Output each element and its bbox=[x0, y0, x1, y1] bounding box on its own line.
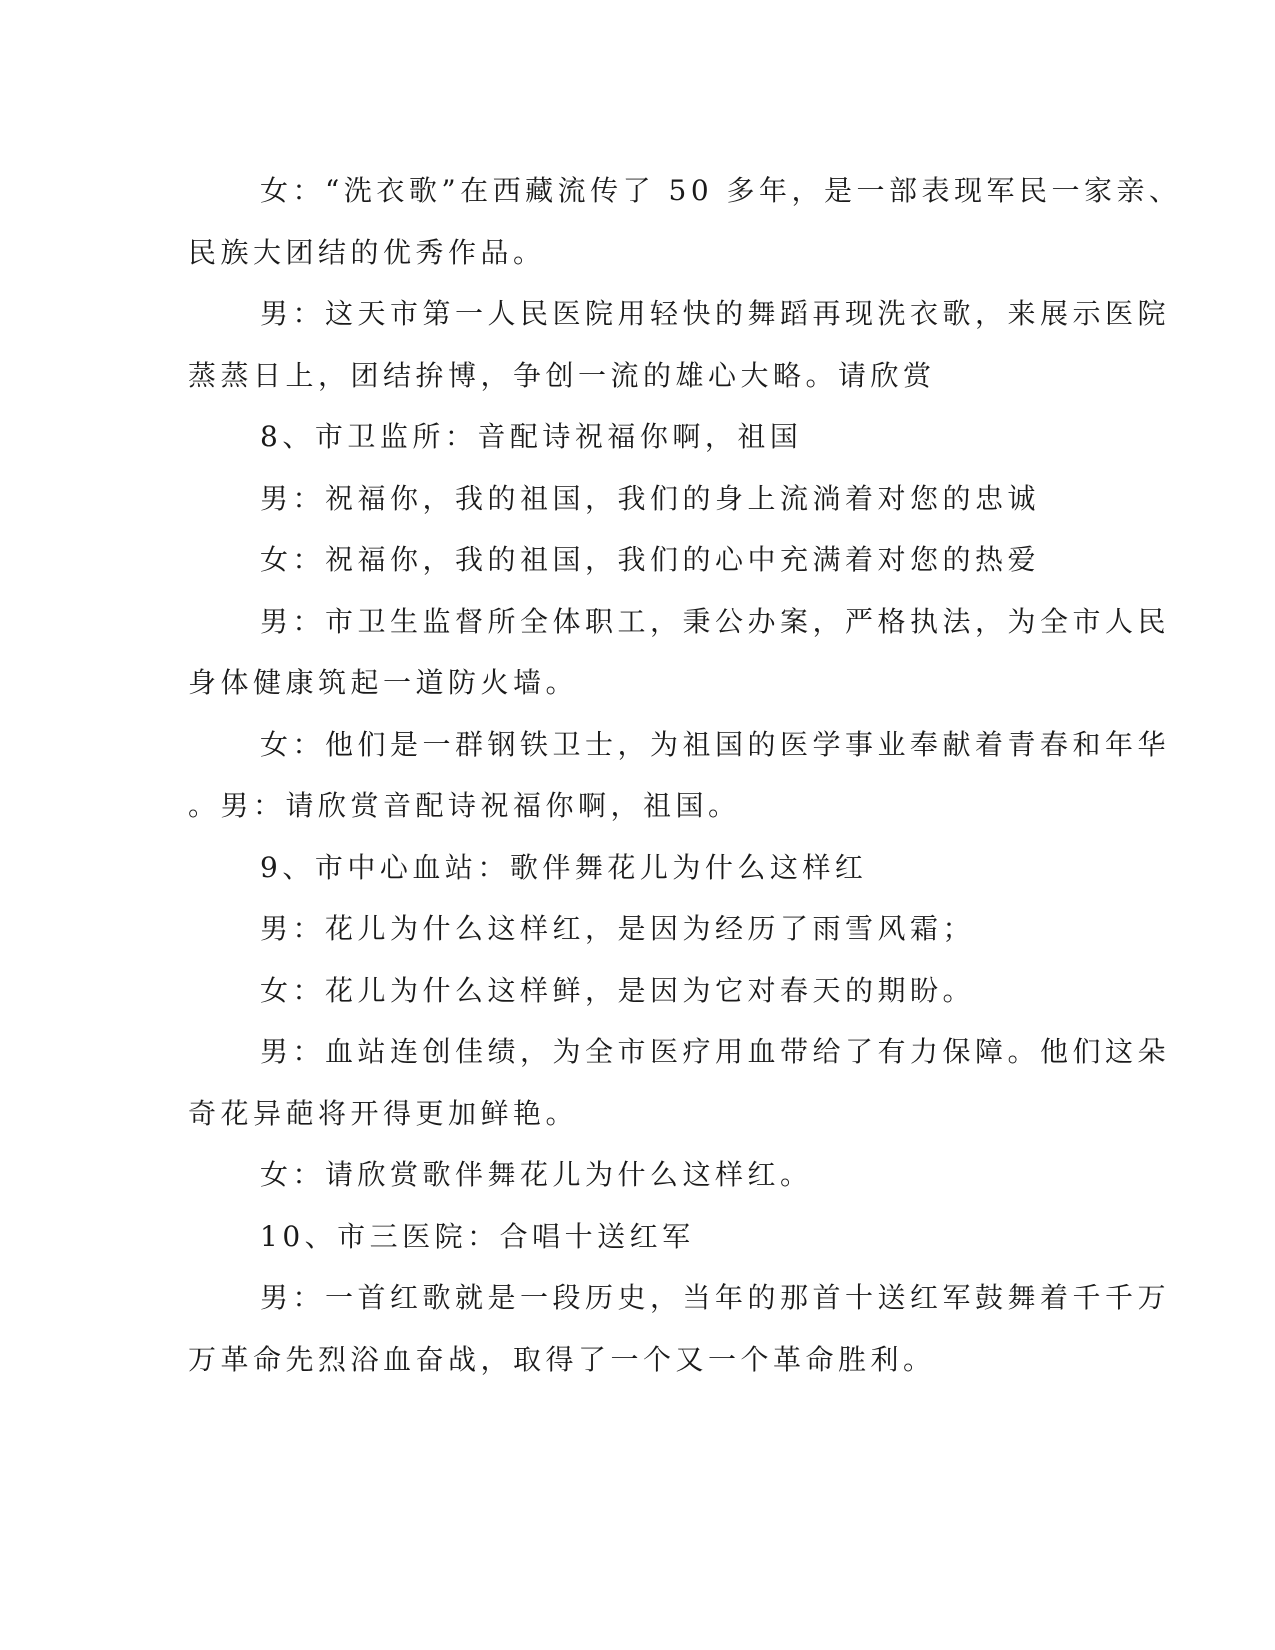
text-line: 女：祝福你，我的祖国，我们的心中充满着对您的热爱 bbox=[260, 543, 1041, 576]
section-heading: 10、市三医院：合唱十送红军 bbox=[260, 1219, 695, 1253]
document-body bbox=[188, 160, 1182, 1390]
text-line: 女：请欣赏歌伴舞花儿为什么这样红。 bbox=[260, 1158, 813, 1191]
text-line: 女：“洗衣歌”在西藏流传了 50 多年，是一部表现军民一家亲、 bbox=[260, 174, 1182, 207]
text-line: 男：花儿为什么这样红，是因为经历了雨雪风霜； bbox=[260, 912, 976, 945]
text-line: 男：祝福你，我的祖国，我们的身上流淌着对您的忠诚 bbox=[260, 481, 1041, 515]
text-line: 民族大团结的优秀作品。 bbox=[188, 235, 546, 269]
text-line: 男：这天市第一人民医院用轻快的舞蹈再现洗衣歌，来展示医院 bbox=[260, 297, 1171, 330]
text-line: 女：他们是一群钢铁卫士，为祖国的医学事业奉献着青春和年华 bbox=[260, 727, 1171, 761]
text-line: 身体健康筑起一道防火墙。 bbox=[188, 666, 579, 699]
text-line: 男：血站连创佳绩，为全市医疗用血带给了有力保障。他们这朵 bbox=[260, 1035, 1171, 1068]
section-heading: 9、市中心血站：歌伴舞花儿为什么这样红 bbox=[260, 850, 868, 884]
text-line: 奇花异葩将开得更加鲜艳。 bbox=[188, 1096, 579, 1130]
section-heading: 8、市卫监所：音配诗祝福你啊，祖国 bbox=[260, 420, 803, 453]
text-line: 女：花儿为什么这样鲜，是因为它对春天的期盼。 bbox=[260, 973, 976, 1007]
text-line: 。男：请欣赏音配诗祝福你啊，祖国。 bbox=[188, 789, 741, 822]
text-line: 男：一首红歌就是一段历史，当年的那首十送红军鼓舞着千千万 bbox=[260, 1281, 1171, 1314]
text-line: 万革命先烈浴血奋战，取得了一个又一个革命胜利。 bbox=[188, 1342, 936, 1376]
text-line: 男：市卫生监督所全体职工，秉公办案，严格执法，为全市人民 bbox=[260, 604, 1171, 638]
text-line: 蒸蒸日上，团结拚博，争创一流的雄心大略。请欣赏 bbox=[188, 358, 936, 392]
